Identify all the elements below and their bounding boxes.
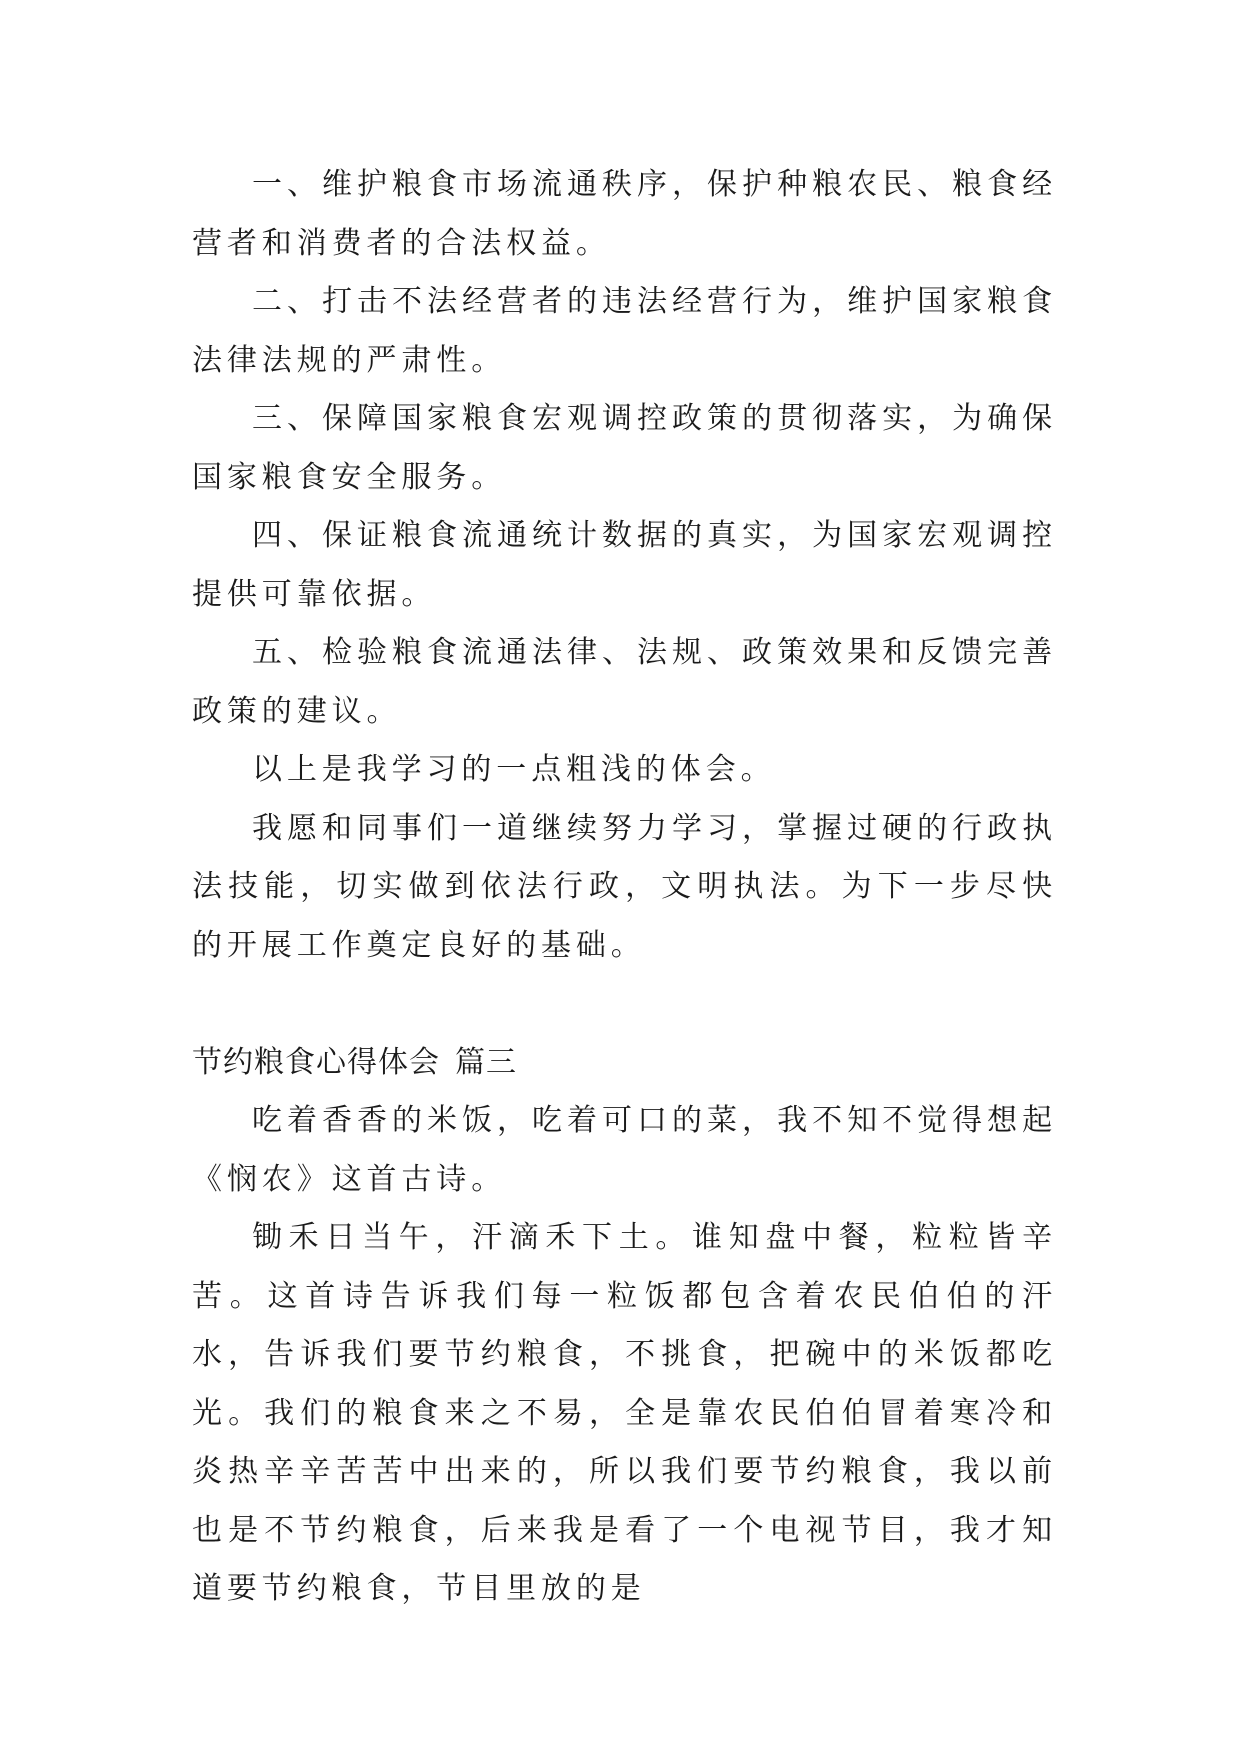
paragraph-intro: 吃着香香的米饭，吃着可口的菜，我不知不觉得想起《悯农》这首古诗。 <box>192 1103 1057 1197</box>
section-title: 节约粮食心得体会 <box>192 1044 440 1080</box>
paragraph-summary: 以上是我学习的一点粗浅的体会。 <box>252 752 776 787</box>
paragraph-point-4: 四、保证粮食流通统计数据的真实，为国家宏观调控提供可靠依据。 <box>192 518 1057 612</box>
paragraph-point-2: 二、打击不法经营者的违法经营行为，维护国家粮食法律法规的严肃性。 <box>192 284 1057 378</box>
section-heading <box>192 1034 1057 1093</box>
document-body <box>192 156 1057 1619</box>
paragraph-closing: 我愿和同事们一道继续努力学习，掌握过硬的行政执法技能，切实做到依法行政，文明执法。为下一步尽快的开展工作奠定良好的基础。 <box>192 810 1057 963</box>
section-tag: 篇三 <box>455 1044 517 1080</box>
paragraph-poem: 锄禾日当午，汗滴禾下土。谁知盘中餐，粒粒皆辛苦。这首诗告诉我们每一粒饭都包含着农民伯伯的汗水，告诉我们要节约粮食，不挑食，把碗中的米饭都吃光。我们的粮食来之不易，全是靠农民伯伯冒着寒冷和炎热辛辛苦苦中出来的，所以我们要节约粮食，我以前也是不节约粮食，后来我是看了一个电视节目，我才知道要节约粮食，节目里放的是 <box>192 1220 1057 1606</box>
paragraph-point-5: 五、检验粮食流通法律、法规、政策效果和反馈完善政策的建议。 <box>192 635 1057 729</box>
paragraph-point-3: 三、保障国家粮食宏观调控政策的贯彻落实，为确保国家粮食安全服务。 <box>192 401 1057 495</box>
paragraph-point-1: 一、维护粮食市场流通秩序，保护种粮农民、粮食经营者和消费者的合法权益。 <box>192 167 1057 261</box>
